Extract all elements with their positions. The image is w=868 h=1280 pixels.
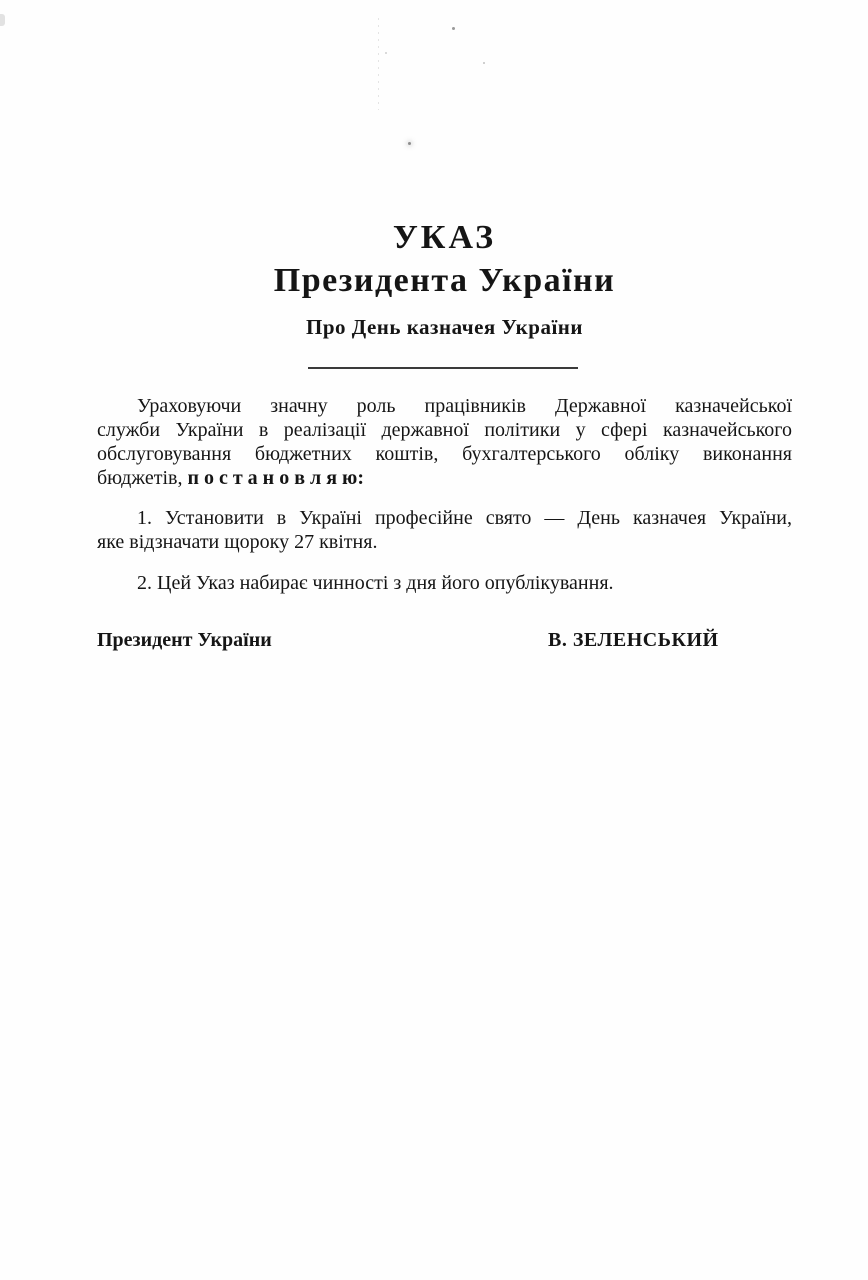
decree-subject: Про День казначея України [306, 315, 583, 339]
preamble-line-prefix: бюджетів, [97, 467, 188, 489]
item-line: яке відзначати щороку 27 квітня. [97, 531, 378, 553]
signature-name: В. ЗЕЛЕНСЬКИЙ [548, 629, 719, 651]
preamble-paragraph [97, 394, 792, 490]
signature-row [97, 628, 792, 652]
scan-edge-smudge [0, 14, 5, 26]
preamble-line [97, 466, 792, 490]
decree-title: УКАЗ [392, 219, 497, 256]
item-line: 2. Цей Указ набирає чинності з дня його опублікування. [137, 572, 614, 594]
preamble-line: служби України в реалізації державної політики у сфері казначейського [97, 419, 792, 441]
scan-speck [385, 52, 387, 54]
decree-body [97, 394, 792, 652]
decree-word-postanovlyayu: п о с т а н о в л я ю: [187, 467, 364, 489]
scan-speck [408, 142, 411, 145]
decree-title-block [97, 217, 792, 303]
item-line: 1. Установити в Україні професійне свято — День казначея України, [137, 507, 792, 529]
signature-role: Президент України [97, 629, 272, 651]
preamble-line: Ураховуючи значну роль працівників Державної казначейської [137, 395, 792, 417]
subject-underline-rule [308, 367, 578, 369]
decree-title-issuer: Президента України [273, 262, 616, 299]
scan-speck [483, 62, 485, 64]
scan-speck [452, 27, 455, 30]
decree-item-2 [97, 571, 792, 595]
decree-item-1 [97, 506, 792, 554]
preamble-line: обслуговування бюджетних коштів, бухгалтерського обліку виконання [97, 443, 792, 465]
scan-dotted-smudge [378, 18, 379, 110]
